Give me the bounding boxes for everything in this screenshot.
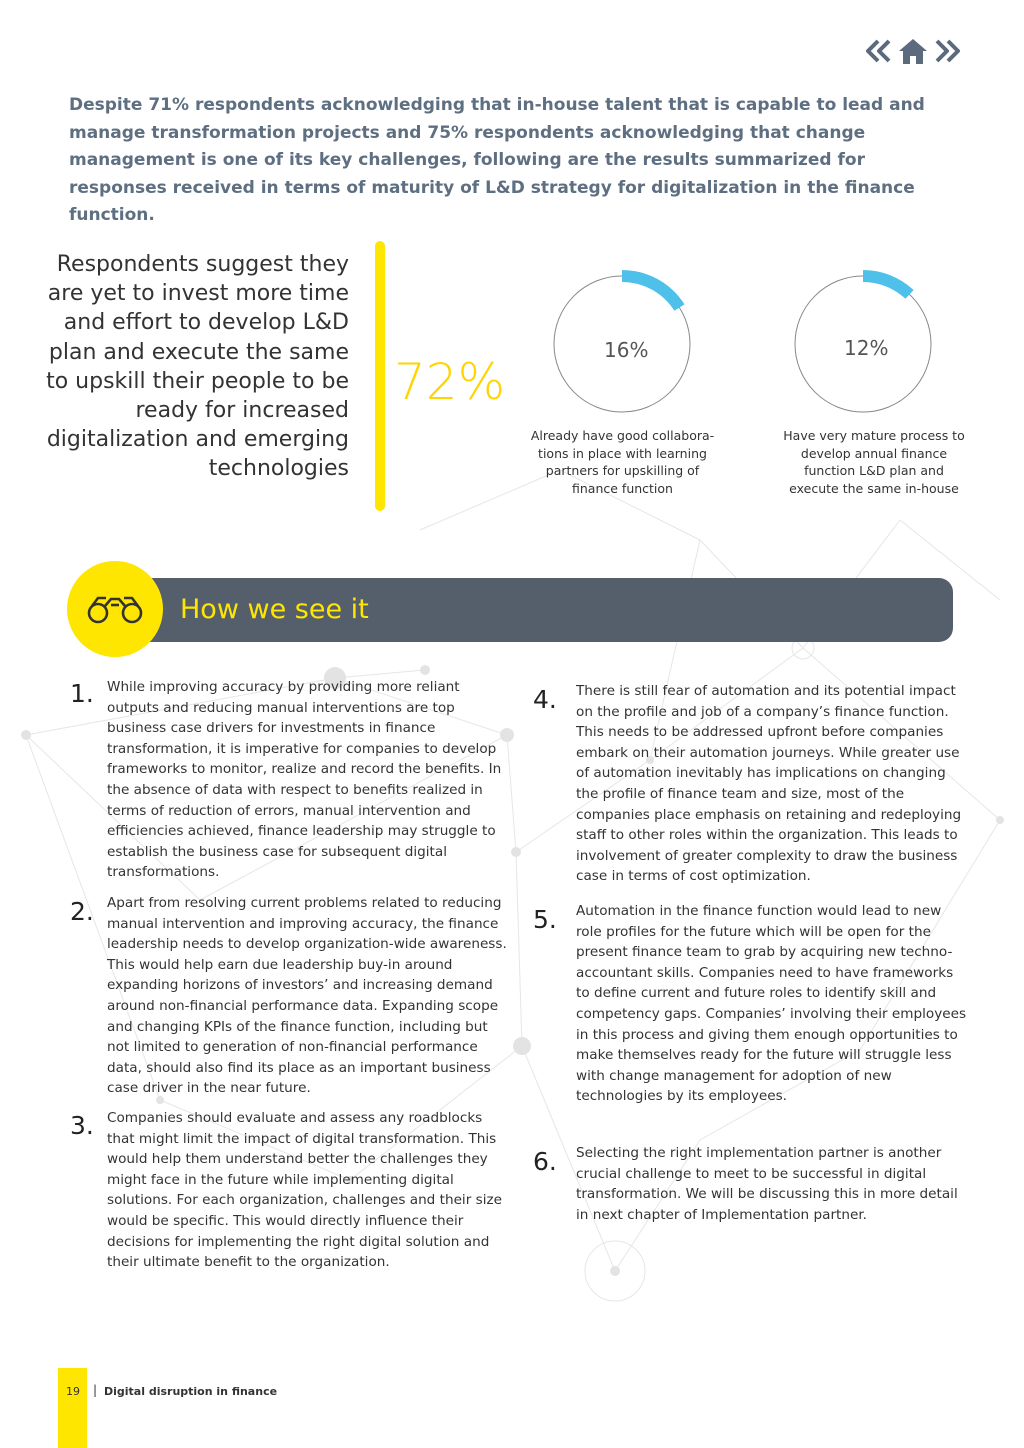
accent-bar [375,241,385,511]
big-stat: 72% [394,353,506,411]
item-text: There is still fear of automation and its potential impact on the profile and job of a company’s finance function. This needs to be addressed upfront before companies embark on their automation journeys. While greater use of automation inevitably has implications on changing the profile of finance team and size, most of the companies place emphasis on retaining and redeploying staff to other roles within the organization. This leads to involvement of greater complexity to draw the business case in terms of cost optimization. [576,683,962,885]
binoculars-icon [67,561,163,657]
item-text: While improving accuracy by providing more reliant outputs and reducing manual interventions are top business case drivers for investments in finance transformation, it is imperative for companies to develop frameworks to monitor, realize and record the benefits. In the absence of data with respect to benefits realized in terms of reduction of errors, manual intervention and efficiencies achieved, finance leadership may struggle to establish the business case for subsequent digital transformations. [107,679,502,881]
footer-accent-bar [58,1368,87,1448]
chevron-double-right-icon[interactable] [932,37,962,69]
donut-value-2: 12% [844,336,889,360]
page-number: 19 [66,1385,80,1398]
item-text: Selecting the right implementation partner is another crucial challenge to meet to be successful in digital transformation. We will be discussing this in more detail in next chapter of Implementation partner. [576,1145,958,1223]
item-number: 2. [70,897,94,926]
item-number: 6. [533,1147,557,1176]
donut-caption-2: Have very mature process to develop annual finance function L&D plan and execute the same in-house [783,428,965,496]
footer-separator: | [93,1383,98,1397]
item-text: Apart from resolving current problems related to reducing manual intervention and improving accuracy, the finance leadership needs to develop organization-wide awareness. This would help earn due leadership buy-in around expanding horizons of investors’ and increasing demand around non-financial performance data. Expanding scope and changing KPIs of the finance function, including but not limited to generation of non-financial performance data, should also find its place as an important business case driver in the near future. [107,895,507,1097]
donut-caption-1: Already have good collabora-tions in place with learning partners for upskilling of finance function [530,428,715,496]
donut-value-1: 16% [604,338,649,362]
item-text: Companies should evaluate and assess any roadblocks that might limit the impact of digital transformation. This would help them understand better the challenges they might face in the future while implementing digital solutions. For each organization, challenges and their size would be specific. This would directly influence their decisions for implementing the right digital solution and their ultimate benefit to the organization. [107,1110,502,1271]
intro-paragraph: Despite 71% respondents acknowledging that in-house talent that is capable to lead and manage transformation projects and 75% respondents acknowledging that change management is one of its key challenges, following are the results summarized for responses received in terms of maturity of L&D strategy for digitalization in the finance function. [69,95,925,225]
section-banner [110,578,953,642]
page-navigation [864,36,962,70]
home-icon[interactable] [896,36,930,70]
section-title: How we see it [180,594,369,625]
item-number: 4. [533,685,557,714]
item-number: 5. [533,905,557,934]
chevron-double-left-icon[interactable] [864,37,894,69]
item-number: 1. [70,679,94,708]
footer-title: Digital disruption in finance [104,1385,278,1398]
item-number: 3. [70,1111,94,1140]
item-text: Automation in the finance function would lead to new role profiles for the future which will be open for the present finance team to grab by acquiring new techno-accountant skills. Companies need to have frameworks to define current and future roles to identify skill and competency gaps. Companies’ involving their employees in this process and giving them enough opportunities to make themselves ready for the future will struggle less with change management for adoption of new technologies by its employees. [576,903,967,1105]
donut-arc-1 [622,276,679,308]
lead-statement: Respondents suggest they are yet to invest more time and effort to develop L&D plan and execute the same to upskill their people to be ready for increased digitalization and emerging technologies [46,252,349,482]
donut-arc-2 [863,276,910,294]
